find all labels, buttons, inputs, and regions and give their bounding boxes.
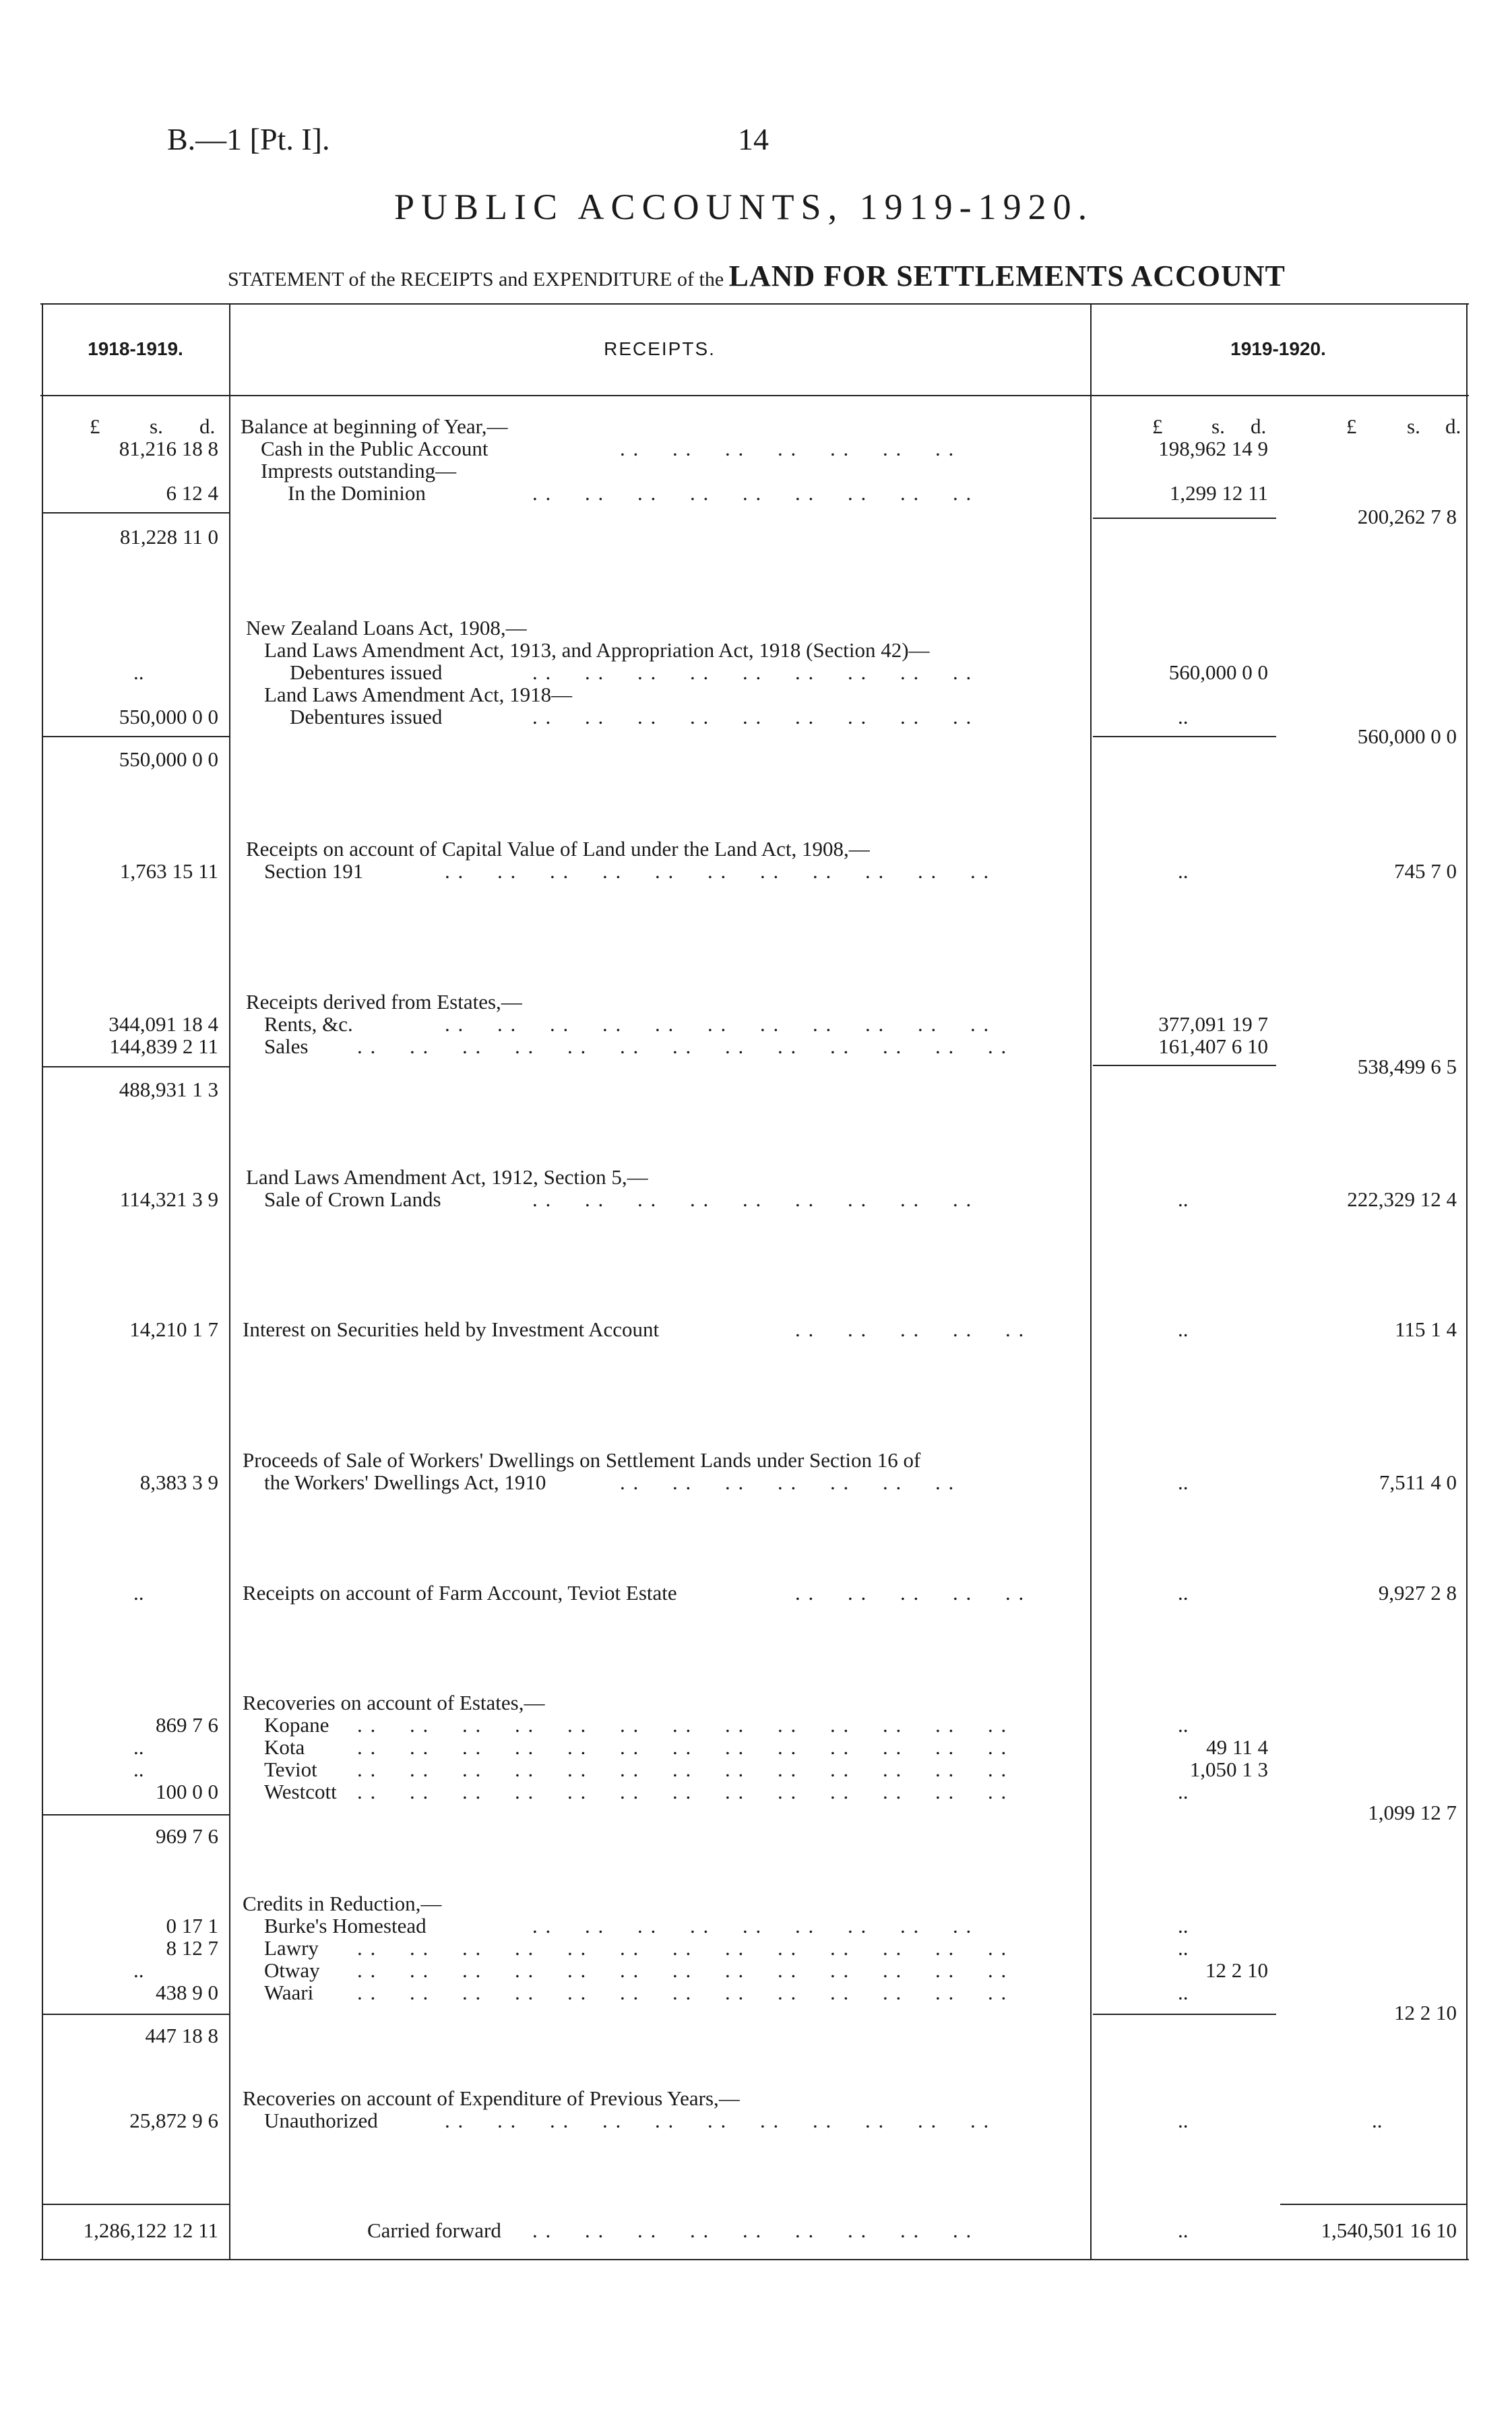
loans-prev-1: .. (133, 660, 144, 684)
loans-act-1918-label: Land Laws Amendment Act, 1918— (264, 683, 573, 706)
table-top-rule (40, 303, 1469, 305)
leader-dots: . . . . . . . . . . . . . . (620, 1470, 955, 1494)
prev-exp-curr: .. (1178, 2109, 1189, 2132)
pence-label: d. (1445, 414, 1461, 438)
recoveries-prev: 100 0 0 (156, 1780, 218, 1803)
subtotal-rule (43, 2014, 229, 2015)
estates-rents-label: Rents, &c. (264, 1012, 353, 1036)
pence-label: d. (199, 414, 216, 438)
prev-exp-unauthorized-label: Unauthorized (264, 2109, 378, 2132)
leader-dots: . . . . . . . . . . . . . . (620, 437, 955, 460)
balance-heading: Balance at beginning of Year,— (241, 414, 508, 438)
credits-prev: 8 12 7 (166, 1936, 218, 1960)
total-rule (43, 2204, 229, 2205)
credits-item: Burke's Homestead (264, 1914, 427, 1937)
recoveries-total: 1,099 12 7 (1368, 1801, 1457, 1824)
subtitle-lead: STATEMENT of the RECEIPTS and EXPENDITURE of the (228, 268, 724, 290)
carried-total: 1,540,501 16 10 (1321, 2219, 1457, 2242)
leader-dots: . . . . . . . . . . . . . . . . . . (532, 481, 973, 505)
balance-prev-imprests: 6 12 4 (166, 481, 218, 505)
subtotal-rule (1093, 518, 1276, 519)
total-rule (1280, 2204, 1466, 2205)
balance-prev-cash: 81,216 18 8 (119, 437, 218, 460)
column-header-receipts: RECEIPTS. (604, 338, 716, 359)
statement-subtitle (228, 259, 1286, 293)
pound-label: £ (90, 414, 100, 438)
crown-total: 222,329 12 4 (1347, 1187, 1457, 1211)
leader-dots: . . . . . . . . . . . . . . . . . . . . . . (445, 2109, 990, 2132)
capital-section-label: Section 191 (264, 859, 364, 883)
subtotal-rule (43, 1066, 229, 1067)
subtotal-rule (43, 512, 229, 514)
recoveries-item: Kopane (264, 1713, 329, 1737)
loans-debentures-label-2: Debentures issued (290, 705, 443, 728)
document-reference: B.—1 [Pt. I]. (167, 122, 330, 156)
recoveries-item: Teviot (264, 1758, 317, 1781)
farm-prev: .. (133, 1581, 144, 1605)
leader-dots: . . . . . . . . . . . . . . . . . . . . . . (445, 1012, 990, 1036)
recoveries-item: Kota (264, 1735, 305, 1759)
credits-item: Waari (264, 1981, 314, 2004)
credits-curr: .. (1178, 1914, 1189, 1937)
right-border (1466, 303, 1468, 2260)
workers-total: 7,511 4 0 (1379, 1470, 1457, 1494)
shilling-label: s. (150, 414, 163, 438)
recoveries-curr: .. (1178, 1780, 1189, 1803)
leader-dots: . . . . . . . . . . . . . . . . . . (532, 660, 973, 684)
recoveries-heading: Recoveries on account of Estates,— (243, 1691, 545, 1714)
pence-label: d. (1251, 414, 1267, 438)
table-bottom-rule (40, 2259, 1469, 2260)
workers-prev: 8,383 3 9 (139, 1470, 218, 1494)
credits-prev-total: 447 18 8 (145, 2024, 218, 2047)
carried-forward-label: Carried forward (367, 2219, 501, 2242)
header-bottom-rule (40, 395, 1469, 396)
credits-heading: Credits in Reduction,— (243, 1892, 442, 1915)
workers-label-1: Proceeds of Sale of Workers' Dwellings on Settlement Lands under Section 16 of (243, 1448, 921, 1472)
carried-prev: 1,286,122 12 11 (83, 2219, 218, 2242)
leader-dots: . . . . . . . . . . . . . . . . . . (532, 1187, 973, 1211)
recoveries-curr: .. (1178, 1713, 1189, 1737)
credits-item: Otway (264, 1958, 320, 1982)
credits-curr: 12 2 10 (1205, 1958, 1268, 1982)
credits-curr: .. (1178, 1981, 1189, 2004)
credits-prev: .. (133, 1958, 144, 1982)
farm-total: 9,927 2 8 (1378, 1581, 1457, 1605)
prev-exp-prev: 25,872 9 6 (129, 2109, 218, 2132)
loans-heading: New Zealand Loans Act, 1908,— (246, 616, 527, 640)
estates-curr-sales: 161,407 6 10 (1158, 1034, 1268, 1058)
credits-prev: 438 9 0 (156, 1981, 218, 2004)
recoveries-prev-total: 969 7 6 (156, 1824, 218, 1848)
page-title: PUBLIC ACCOUNTS, 1919-1920. (394, 187, 1094, 227)
workers-curr: .. (1178, 1470, 1189, 1494)
credits-curr: .. (1178, 1936, 1189, 1960)
interest-prev: 14,210 1 7 (129, 1317, 218, 1341)
estates-heading: Receipts derived from Estates,— (246, 990, 522, 1014)
carried-curr: .. (1178, 2219, 1189, 2242)
capital-heading: Receipts on account of Capital Value of Land under the Land Act, 1908,— (246, 837, 870, 861)
workers-label-2: the Workers' Dwellings Act, 1910 (264, 1470, 546, 1494)
leader-dots: . . . . . . . . . . . . . . . . . . . . . . . . . . (357, 1713, 1008, 1737)
estates-sales-label: Sales (264, 1034, 309, 1058)
leader-dots: . . . . . . . . . . . . . . . . . . . . . . . . . . (357, 1735, 1008, 1759)
subtotal-rule (1093, 1065, 1276, 1066)
balance-prev-total: 81,228 11 0 (119, 525, 218, 549)
column-divider (229, 303, 230, 2260)
credits-prev: 0 17 1 (166, 1914, 218, 1937)
shilling-label: s. (1407, 414, 1420, 438)
column-header-prev-year: 1918-1919. (88, 338, 183, 359)
leader-dots: . . . . . . . . . . . . . . . . . . . . . . . . . . (357, 1758, 1008, 1781)
loans-curr-1: 560,000 0 0 (1168, 660, 1268, 684)
credits-total: 12 2 10 (1394, 2001, 1457, 2024)
estates-curr-rents: 377,091 19 7 (1158, 1012, 1268, 1036)
recoveries-item: Westcott (264, 1780, 337, 1803)
interest-total: 115 1 4 (1395, 1317, 1457, 1341)
account-name: LAND FOR SETTLEMENTS ACCOUNT (728, 259, 1286, 292)
recoveries-prev: 869 7 6 (156, 1713, 218, 1737)
leader-dots: . . . . . . . . . . . . . . . . . . (532, 2219, 973, 2242)
leader-dots: . . . . . . . . . . . . . . . . . . . . . . . . . . (357, 1034, 1008, 1058)
left-border (42, 303, 43, 2260)
estates-total: 538,499 6 5 (1357, 1055, 1457, 1078)
page-number: 14 (738, 122, 769, 156)
crown-sale-label: Sale of Crown Lands (264, 1187, 441, 1211)
loans-debentures-label: Debentures issued (290, 660, 443, 684)
loans-curr-2: .. (1178, 705, 1189, 728)
interest-label: Interest on Securities held by Investment Account (243, 1317, 660, 1341)
balance-dominion-label: In the Dominion (288, 481, 426, 505)
leader-dots: . . . . . . . . . . . . . . . . . . (532, 705, 973, 728)
subtotal-rule (43, 1814, 229, 1816)
interest-curr: .. (1178, 1317, 1189, 1341)
subtotal-rule (1093, 2014, 1276, 2015)
estates-prev-sales: 144,839 2 11 (109, 1034, 218, 1058)
leader-dots: . . . . . . . . . . . . . . . . . . (532, 1914, 973, 1937)
crown-curr: .. (1178, 1187, 1189, 1211)
leader-dots: . . . . . . . . . . . . . . . . . . . . . . (445, 859, 990, 883)
column-header-curr-year: 1919-1920. (1230, 338, 1326, 359)
subtotal-rule (1093, 736, 1276, 737)
crown-heading: Land Laws Amendment Act, 1912, Section 5,— (246, 1165, 648, 1189)
balance-total: 200,262 7 8 (1357, 505, 1457, 528)
pound-label: £ (1152, 414, 1163, 438)
loans-act-1913-label: Land Laws Amendment Act, 1913, and Appropriation Act, 1918 (Section 42)— (264, 638, 930, 662)
balance-imprests-label: Imprests outstanding— (261, 459, 457, 483)
recoveries-prev: .. (133, 1735, 144, 1759)
crown-prev: 114,321 3 9 (119, 1187, 218, 1211)
estates-prev-total: 488,931 1 3 (119, 1078, 218, 1101)
shilling-label: s. (1211, 414, 1225, 438)
loans-prev-2: 550,000 0 0 (119, 705, 218, 728)
pound-label: £ (1346, 414, 1357, 438)
recoveries-curr: 49 11 4 (1206, 1735, 1268, 1759)
balance-curr-cash: 198,962 14 9 (1158, 437, 1268, 460)
leader-dots: . . . . . . . . . . . . . . . . . . . . . . . . . . (357, 1958, 1008, 1982)
leader-dots: . . . . . . . . . . . . . . . . . . . . . . . . . . (357, 1780, 1008, 1803)
loans-prev-total: 550,000 0 0 (119, 747, 218, 771)
estates-prev-rents: 344,091 18 4 (108, 1012, 218, 1036)
farm-curr: .. (1178, 1581, 1189, 1605)
leader-dots: . . . . . . . . . . (795, 1581, 1026, 1605)
leader-dots: . . . . . . . . . . . . . . . . . . . . . . . . . . (357, 1936, 1008, 1960)
recoveries-prev: .. (133, 1758, 144, 1781)
balance-curr-imprests: 1,299 12 11 (1169, 481, 1268, 505)
prev-exp-heading: Recoveries on account of Expenditure of Previous Years,— (243, 2086, 740, 2110)
recoveries-curr: 1,050 1 3 (1189, 1758, 1268, 1781)
farm-label: Receipts on account of Farm Account, Teviot Estate (243, 1581, 677, 1605)
prev-exp-total: .. (1372, 2109, 1383, 2132)
leader-dots: . . . . . . . . . . . . . . . . . . . . . . . . . . (357, 1981, 1008, 2004)
capital-curr: .. (1178, 859, 1189, 883)
capital-total: 745 7 0 (1394, 859, 1457, 883)
leader-dots: . . . . . . . . . . (795, 1317, 1026, 1341)
loans-total: 560,000 0 0 (1357, 724, 1457, 748)
credits-item: Lawry (264, 1936, 319, 1960)
balance-cash-label: Cash in the Public Account (261, 437, 489, 460)
capital-prev: 1,763 15 11 (119, 859, 218, 883)
subtotal-rule (43, 736, 229, 737)
